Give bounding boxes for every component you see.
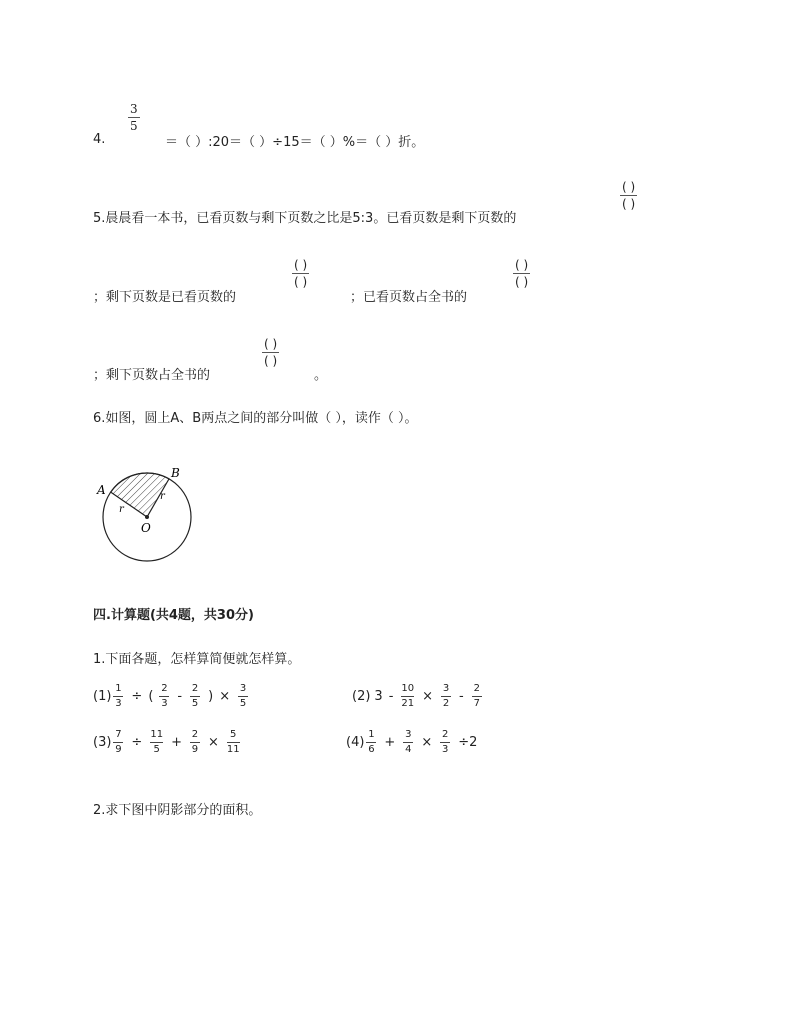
denominator: 5 <box>239 698 247 709</box>
fraction <box>472 684 482 709</box>
fraction <box>190 684 200 709</box>
numerator: 11 <box>150 729 164 740</box>
denominator: 3 <box>115 698 122 709</box>
fraction <box>366 730 376 755</box>
problem-1-label: (1) <box>93 689 112 704</box>
op-divide: ÷ <box>131 735 143 750</box>
blank-den: ( ) <box>622 197 636 211</box>
q4-frac-bar <box>128 117 140 118</box>
fraction <box>227 730 240 755</box>
numerator: 1 <box>115 683 122 694</box>
numerator: 3 <box>405 729 412 740</box>
q5-blank-frac-2 <box>292 259 309 288</box>
blank-num: ( ) <box>264 337 278 351</box>
op-times: × <box>207 735 219 750</box>
numerator: 2 <box>161 683 168 694</box>
blank-den: ( ) <box>294 275 308 289</box>
blank-num: ( ) <box>294 258 308 272</box>
q5-blank-frac-3 <box>513 259 530 288</box>
frac-bar <box>366 742 376 743</box>
denominator: 3 <box>161 698 168 709</box>
circle-sector-figure <box>95 462 205 566</box>
q4-frac-den: 5 <box>130 119 138 133</box>
denominator: 11 <box>226 744 240 755</box>
q5-line1: 5.晨晨看一本书，已看页数与剩下页数之比是5:3。已看页数是剩下页数的 <box>93 211 517 226</box>
fraction <box>401 684 414 709</box>
op-minus: - <box>459 689 464 704</box>
denominator: 7 <box>473 698 480 709</box>
q4-text: ＝（ ）:20＝（ ）÷15＝（ ）%＝（ ）折。 <box>165 135 425 150</box>
numerator: 10 <box>401 683 415 694</box>
problem-3-label: (3) <box>93 735 112 750</box>
calc-q2-text: 2.求下图中阴影部分的面积。 <box>93 803 262 818</box>
blank-den: ( ) <box>264 354 278 368</box>
paren-right: ) <box>208 689 214 704</box>
blank-num: ( ) <box>622 180 636 194</box>
numerator: 2 <box>442 729 449 740</box>
label-b: B <box>171 466 180 480</box>
q5-line3-end: 。 <box>314 368 328 383</box>
denominator: 3 <box>442 744 449 755</box>
op-times: × <box>422 689 434 704</box>
q5-blank-frac-1 <box>620 181 637 210</box>
denominator: 21 <box>401 698 415 709</box>
tail-divide-2: ÷2 <box>458 735 478 750</box>
q6-text: 6.如图，圆上A、B两点之间的部分叫做（ ），读作（ ）。 <box>93 411 418 426</box>
blank-num: ( ) <box>515 258 529 272</box>
denominator: 4 <box>405 744 412 755</box>
frac-bar <box>190 742 200 743</box>
fraction <box>403 730 413 755</box>
lead-number: 3 <box>374 689 383 704</box>
denominator: 6 <box>368 744 375 755</box>
frac-bar <box>403 742 413 743</box>
center-point <box>145 515 149 519</box>
fraction <box>190 730 200 755</box>
frac-bar <box>227 742 240 743</box>
paren-left: ( <box>148 689 154 704</box>
fraction <box>150 730 163 755</box>
frac-bar <box>238 696 248 697</box>
problem-4 <box>346 730 477 755</box>
label-a: A <box>97 483 106 497</box>
op-plus: + <box>171 735 182 750</box>
frac-bar <box>440 742 450 743</box>
frac-bar <box>513 273 530 274</box>
q5-line3: ；剩下页数占全书的 <box>93 368 211 383</box>
q5-line2b: ；已看页数占全书的 <box>350 290 468 305</box>
fraction <box>440 730 450 755</box>
frac-bar <box>159 696 169 697</box>
frac-bar <box>190 696 200 697</box>
frac-bar <box>441 696 451 697</box>
frac-bar <box>292 273 309 274</box>
q4-fraction <box>128 103 140 132</box>
problem-2-label: (2) <box>352 689 371 704</box>
numerator: 2 <box>191 683 199 694</box>
op-times: × <box>219 689 231 704</box>
blank-den: ( ) <box>515 275 529 289</box>
problem-4-label: (4) <box>346 735 365 750</box>
numerator: 2 <box>473 683 480 694</box>
frac-bar <box>401 696 414 697</box>
op-plus: + <box>384 735 396 750</box>
fraction <box>113 684 123 709</box>
fraction <box>159 684 169 709</box>
frac-bar <box>620 195 637 196</box>
label-r-right: r <box>160 491 165 502</box>
denominator: 9 <box>191 744 199 755</box>
problem-1 <box>93 684 250 709</box>
section-title: 四.计算题(共4题，共30分) <box>93 608 254 623</box>
fraction <box>238 684 248 709</box>
numerator: 3 <box>239 683 247 694</box>
frac-bar <box>262 352 279 353</box>
frac-bar <box>472 696 482 697</box>
frac-bar <box>113 696 123 697</box>
denominator: 2 <box>442 698 450 709</box>
op-minus: - <box>177 689 183 704</box>
frac-bar <box>150 742 163 743</box>
problem-3 <box>93 730 242 755</box>
denominator: 5 <box>153 744 160 755</box>
numerator: 2 <box>191 729 199 740</box>
q4-number: 4. <box>93 132 106 147</box>
q4-frac-num: 3 <box>130 102 138 116</box>
frac-bar <box>113 742 123 743</box>
q5-blank-frac-4 <box>262 338 279 367</box>
op-times: × <box>421 735 433 750</box>
q5-line2a: ；剩下页数是已看页数的 <box>93 290 237 305</box>
op-minus: - <box>388 689 394 704</box>
fraction <box>441 684 451 709</box>
label-o: O <box>141 521 151 535</box>
numerator: 5 <box>230 729 237 740</box>
fraction <box>113 730 123 755</box>
numerator: 3 <box>442 683 450 694</box>
problem-2 <box>352 684 484 709</box>
op-divide: ÷ <box>131 689 143 704</box>
calc-q1-text: 1.下面各题，怎样算简便就怎样算。 <box>93 652 301 667</box>
label-r-left: r <box>119 504 124 515</box>
numerator: 7 <box>115 729 122 740</box>
numerator: 1 <box>368 729 375 740</box>
denominator: 5 <box>191 698 199 709</box>
denominator: 9 <box>115 744 122 755</box>
